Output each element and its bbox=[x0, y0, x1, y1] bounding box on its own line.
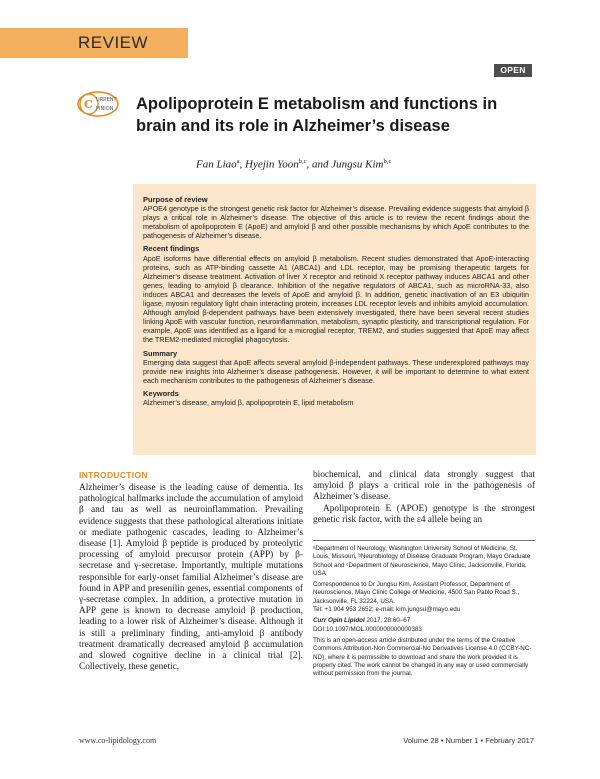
journal-logo-icon bbox=[76, 90, 120, 118]
issue-info: Volume 28 • Number 1 • February 2017 bbox=[403, 736, 534, 745]
section-label: REVIEW bbox=[78, 33, 149, 52]
citation-details: 2017, 28:60–67 bbox=[364, 617, 411, 625]
license-note: This is an open-access article distributed under the terms of the Creative Commons Attribution-Non Commercial-No Derivatives License 4.0 (CCBY-NC-ND), where it is permissible to download and share the work provided it is properly cited. The work cannot be changed in any way or used commercially without permission from the journal. bbox=[313, 636, 532, 678]
body-paragraph: biochemical, and clinical data strongly suggest that amyloid β plays a critical role in the pathogenesis of Alzheimer’s disease. bbox=[313, 470, 535, 503]
author-name: Fan Liao bbox=[196, 158, 237, 171]
doi-text: DOI:10.1097/MOL.0000000000000383 bbox=[313, 625, 422, 633]
correspondence-note bbox=[313, 581, 535, 614]
body-paragraph: Apolipoprotein E (APOE) genotype is the strongest genetic risk factor, with the ε4 allele being an bbox=[313, 503, 535, 525]
abstract-findings-heading: Recent findings bbox=[143, 244, 200, 254]
abstract-keywords-text: Alzheimer’s disease, amyloid β, apolipoprotein E, lipid metabolism bbox=[143, 397, 354, 407]
abstract-purpose-text: APOE4 genotype is the strongest genetic risk factor for Alzheimer’s disease. Prevailing evidence suggests that amyloid β plays a critical role in Alzheimer’s disease. The objective of this article is to review the recent findings about the metabolism of apolipoprotein E (ApoE) and amyloid β and other possible mechanisms by which ApoE contributes to the pathogenesis of Alzheimer’s disease. bbox=[143, 204, 529, 241]
contact-text: Tel: +1 904 953 2652; e-mail: kim.jungsu@mayo.edu bbox=[313, 606, 461, 614]
body-column-right bbox=[313, 470, 535, 526]
affiliation-marker: b,c bbox=[298, 158, 307, 165]
body-column-left bbox=[79, 470, 303, 673]
abstract-summary-heading: Summary bbox=[143, 348, 178, 358]
abstract-box bbox=[133, 184, 536, 455]
author-separator: , and bbox=[306, 158, 332, 171]
svg-text:URRENT: URRENT bbox=[96, 97, 117, 103]
svg-text:PINION: PINION bbox=[96, 106, 114, 112]
svg-text:C: C bbox=[84, 98, 93, 111]
introduction-heading: INTRODUCTION bbox=[79, 470, 148, 480]
introduction-paragraph: Alzheimer’s disease is the leading cause of dementia. Its pathological hallmarks include the accumulation of amyloid β and tau as well as neuroinflammation. Prevailing evidence suggests that these pathological alterations initiate or mediate pathogenic cascades, leading to Alzheimer’s disease [1]. Amyloid β peptide is produced by proteolytic processing of amyloid precursor protein (APP) by β-secretase and γ-secretase. Importantly, multiple mutations responsible for early-onset familial Alzheimer’s disease are found in APP and presenilin genes, essential components of γ-secretase complex. In addition, a protective mutation in APP gene is known to decrease amyloid β production, leading to a lower risk of Alzheimer’s disease. Although it is still a preliminary finding, anti-amyloid β antibody treatment dramatically decreased amyloid β accumulation and slowed cognitive decline in a clinical trial [2]. Collectively, these genetic, bbox=[79, 483, 303, 673]
footnote-divider bbox=[313, 540, 535, 541]
section-tab bbox=[0, 28, 188, 58]
author-list bbox=[196, 158, 391, 171]
abstract-summary-text: Emerging data suggest that ApoE affects several amyloid β-independent pathways. These underexplored pathways may provide new insights into Alzheimer’s disease pathogenesis. However, it will be important to determine to what extent each mechanism contributes to the pathogenesis of Alzheimer’s disease. bbox=[143, 357, 529, 385]
author-name: Jungsu Kim bbox=[331, 158, 384, 171]
correspondence-text: Correspondence to Dr Jungsu Kim, Assistant Professor, Department of Neuroscience, Mayo Clinic College of Medicine, 4500 San Pablo Road S., Jacksonville, FL 32224, USA. bbox=[313, 581, 520, 605]
citation-note bbox=[313, 617, 535, 634]
abstract-keywords-heading: Keywords bbox=[143, 388, 179, 398]
affiliations-note: ᵃDepartment of Neurology, Washington University School of Medicine, St. Louis, Missouri, ᵇNeurobiology of Disease Graduate Program, Mayo Graduate School and ᶜDepartment of Neuroscience, Mayo Clinic, Jacksonville, Florida, USA bbox=[313, 545, 531, 577]
journal-website: www.co-lipidology.com bbox=[79, 736, 157, 745]
citation-journal: Curr Opin Lipidol bbox=[313, 617, 365, 625]
author-name: Hyejin Yoon bbox=[245, 158, 299, 171]
abstract-findings-text: ApoE isoforms have differential effects on amyloid β metabolism. Recent studies demonstrated that ApoE-interacting proteins, such as ATP-binding cassette A1 (ABCA1) and LDL receptor, may be promising therapeutic targets for Alzheimer’s disease treatment. Activation of liver X receptor and retinoid X receptor pathway induces ABCA1 and other genes, leading to amyloid β clearance. Inhibition of the negative regulators of ABCA1, such as microRNA-33, also induces ABCA1 and decreases the levels of ApoE and amyloid β. In addition, genetic inactivation of an E3 ubiquitin ligase, myosin regulatory light chain interacting protein, increases LDL receptor levels and inhibits amyloid accumulation. Although amyloid β-dependent pathways have been extensively investigated, there have been several recent studies linking ApoE with vascular function, neuroinflammation, metabolism, synaptic plasticity, and transcriptional regulation. For example, ApoE was identified as a ligand for a microglial receptor, TREM2, and studies suggested that ApoE may affect the TREM2-mediated microglial phagocytosis. bbox=[143, 253, 529, 345]
open-access-badge: OPEN bbox=[494, 64, 532, 77]
footnotes bbox=[313, 545, 535, 681]
affiliation-marker: b,c bbox=[383, 158, 392, 165]
author-separator: , bbox=[239, 158, 246, 171]
article-title: Apolipoprotein E metabolism and functions in brain and its role in Alzheimer’s disease bbox=[136, 95, 498, 135]
affiliation-marker: a bbox=[236, 158, 240, 165]
abstract-purpose-heading: Purpose of review bbox=[143, 195, 208, 204]
